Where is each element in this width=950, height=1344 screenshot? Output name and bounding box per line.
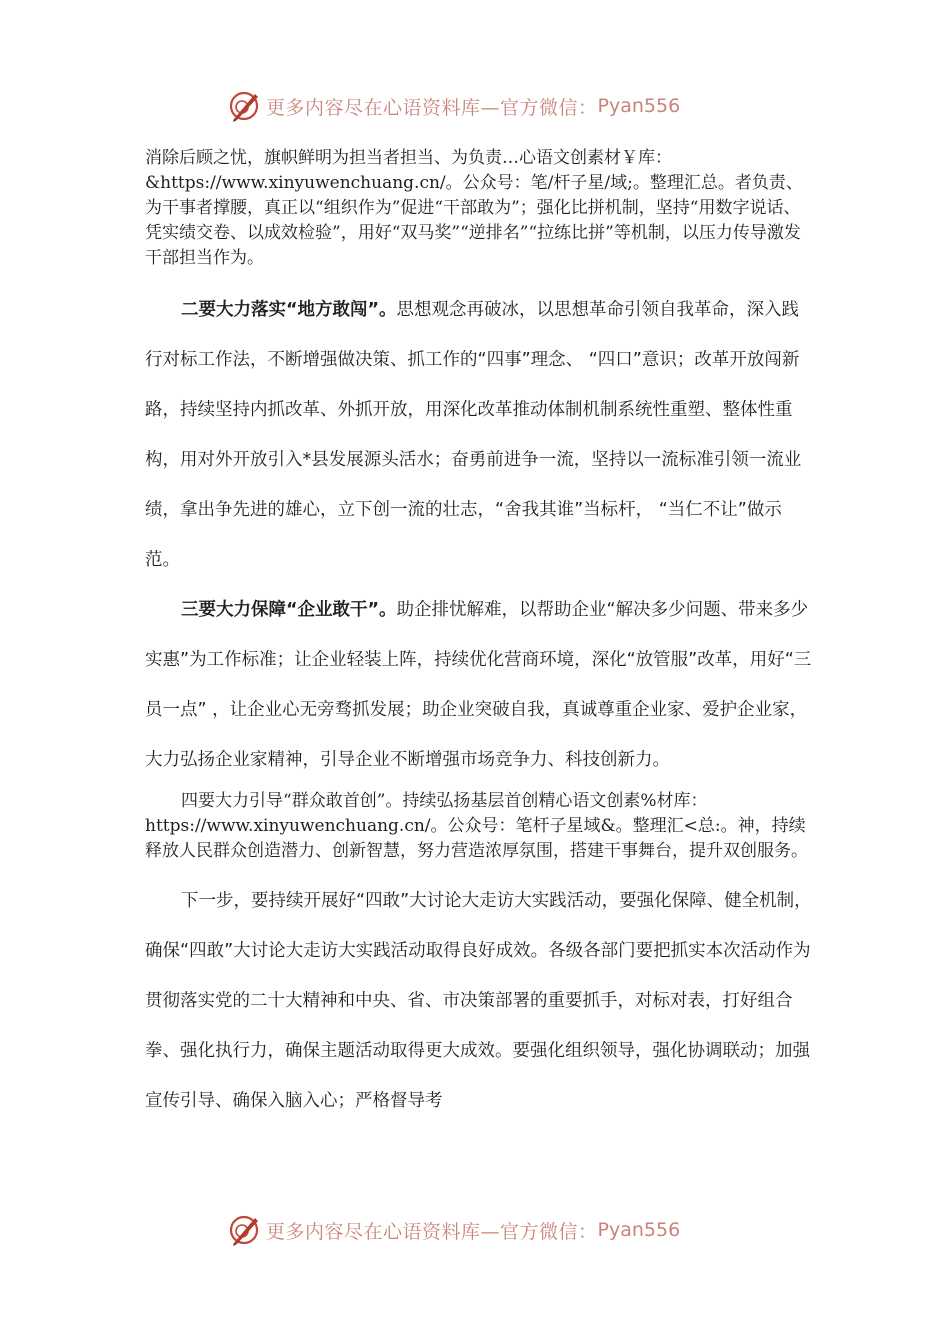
watermark-text: 更多内容尽在心语资料库—官方微信： <box>266 1220 598 1243</box>
paragraph-masses-dare: 四要大力引导“群众敢首创”。持续弘扬基层首创精心语文创素%材库：https://www.xinyuwenchuang.cn/。公众号：笔杆子星域&。整理汇<总:。神，持续释放人民群众创造潜力、创新智慧，努力营造浓厚氛围，搭建干事舞台，提升双创服务。 <box>145 791 808 861</box>
paragraph-heading: 二要大力落实“地方敢闯”。 <box>181 300 397 320</box>
paragraph-text: 助企排忧解难，以帮助企业“解决多少问题、带来多少实惠”为工作标准；让企业轻装上阵，持续优化营商环境，深化“放管服”改革，用好“三员一点” ，让企业心无旁骛抓发展；助企业突破自我，真诚尊重企业家、爱护企业家，大力弘扬企业家精神，引导企业不断增强市场竞争力、科技创新力。 <box>145 600 812 770</box>
paragraph-continuation: 消除后顾之忧，旗帜鲜明为担当者担当、为负责…心语文创素材￥库：&https://www.xinyuwenchuang.cn/。公众号：笔/杆子星/域;。整理汇总。者负责、为干事者撑腰，真正以“组织作为”促进“干部敢为”；强化比拼机制，坚持“用数字说话、凭实绩交卷、以成效检验”，用好“双马奖”“逆排名”“拉练比拼”等机制，以压力传导激发干部担当作为。 <box>145 148 803 268</box>
pen-logo-icon <box>228 1213 262 1247</box>
paragraph-enterprise-dare <box>145 585 815 785</box>
pen-logo-icon <box>228 89 262 123</box>
watermark-wechat-id: Pyan556 <box>597 1219 681 1241</box>
paragraph-next-steps: 下一步，要持续开展好“四敢”大讨论大走访大实践活动，要强化保障、健全机制，确保“四敢”大讨论大走访大实践活动取得良好成效。各级各部门要把抓实本次活动作为贯彻落实党的二十大精神和中央、省、市决策部署的重要抓手，对标对表，打好组合拳、强化执行力，确保主题活动取得更大成效。要强化组织领导，强化协调联动；加强宣传引导、确保入脑入心；严格督导考 <box>145 891 812 1111</box>
paragraph-heading: 三要大力保障“企业敢干”。 <box>181 600 397 620</box>
header-watermark <box>228 88 680 124</box>
watermark-wechat-id: Pyan556 <box>597 95 681 117</box>
paragraph-text: 思想观念再破冰，以思想革命引领自我革命，深入践行对标工作法，不断增强做决策、抓工作的“四事”理念、 “四口”意识；改革开放闯新路，持续坚持内抓改革、外抓开放，用深化改革推动体制机制系统性重塑、整体性重构，用对外开放引入*县发展源头活水；奋勇前进争一流，坚持以一流标准引领一流业绩，拿出争先进的雄心，立下创一流的壮志，“舍我其谁”当标杆， “当仁不让”做示范。 <box>145 300 802 570</box>
footer-watermark <box>228 1212 680 1248</box>
document-body <box>145 146 815 1126</box>
paragraph-local-dare <box>145 285 815 585</box>
watermark-text: 更多内容尽在心语资料库—官方微信： <box>266 96 598 119</box>
